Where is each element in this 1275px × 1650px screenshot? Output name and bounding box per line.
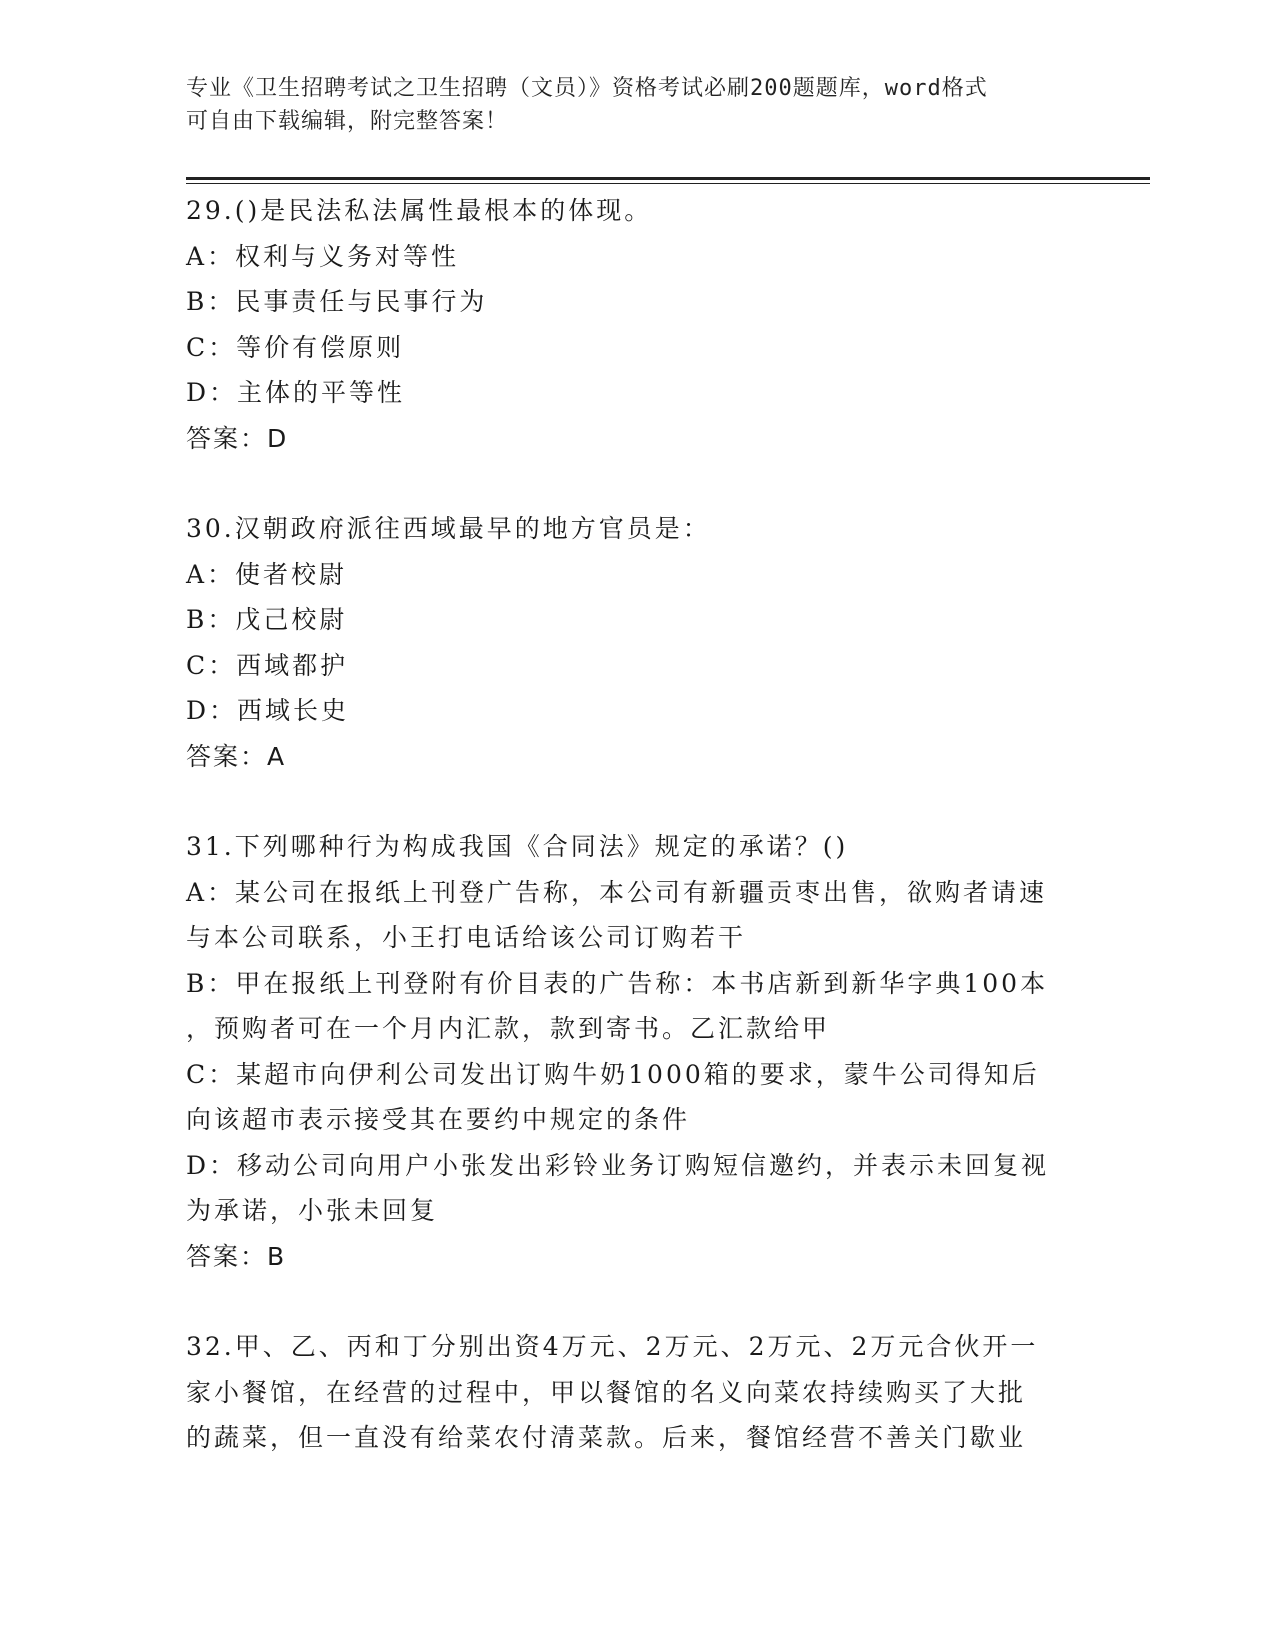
header-line-1: 专业《卫生招聘考试之卫生招聘（文员）》资格考试必刷200题题库，word格式 [186,76,988,101]
header-rule-thin [186,183,1150,184]
option-text: B：民事责任与民事行为 [186,287,488,316]
question-text: 30.汉朝政府派往西域最早的地方官员是： [186,514,711,543]
question-text: 31.下列哪种行为构成我国《合同法》规定的承诺？() [186,832,849,861]
option-text: C：某超市向伊利公司发出订购牛奶1000箱的要求，蒙牛公司得知后 [186,1059,1040,1089]
question-spacer [186,779,1086,824]
question-spacer [186,1279,1086,1324]
question-block [186,188,1086,461]
option-text: D：移动公司向用户小张发出彩铃业务订购短信邀约，并表示未回复视 [186,1150,1050,1180]
question-text: 29.()是民法私法属性最根本的体现。 [186,196,653,225]
question-block [186,1324,1086,1461]
option-text: B：戊己校尉 [186,605,348,634]
question-text: 家小餐馆，在经营的过程中，甲以餐馆的名义向菜农持续购买了大批 [186,1377,1027,1407]
option-text: C：等价有偿原则 [186,332,405,362]
option-text: B：甲在报纸上刊登附有价目表的广告称：本书店新到新华字典100本 [186,968,1049,998]
option-text: 为承诺，小张未回复 [186,1196,439,1225]
question-list [186,188,1086,1461]
question-text: 的蔬菜，但一直没有给菜农付清菜款。后来，餐馆经营不善关门歇业 [186,1423,1027,1452]
header-line-2: 可自由下载编辑，附完整答案！ [186,109,509,134]
option-text: D：主体的平等性 [186,378,406,407]
question-block [186,824,1086,1279]
option-text: D：西域长史 [186,696,350,725]
option-text: 与本公司联系，小王打电话给该公司订购若干 [186,923,747,952]
header-rule-thick [186,177,1150,180]
answer-text: 答案：A [186,741,287,771]
answer-text: 答案：B [186,1241,287,1271]
option-text: 向该超市表示接受其在要约中规定的条件 [186,1105,691,1134]
option-text: A：某公司在报纸上刊登广告称，本公司有新疆贡枣出售，欲购者请速 [186,877,1048,907]
option-text: A：权利与义务对等性 [186,241,460,271]
question-spacer [186,461,1086,506]
question-text: 32.甲、乙、丙和丁分别出资4万元、2万元、2万元、2万元合伙开一 [186,1332,1039,1361]
document-header [186,72,1066,138]
option-text: A：使者校尉 [186,559,348,589]
answer-text: 答案：D [186,423,289,453]
option-text: ，预购者可在一个月内汇款，款到寄书。乙汇款给甲 [186,1014,831,1043]
question-block [186,506,1086,779]
option-text: C：西域都护 [186,650,349,680]
